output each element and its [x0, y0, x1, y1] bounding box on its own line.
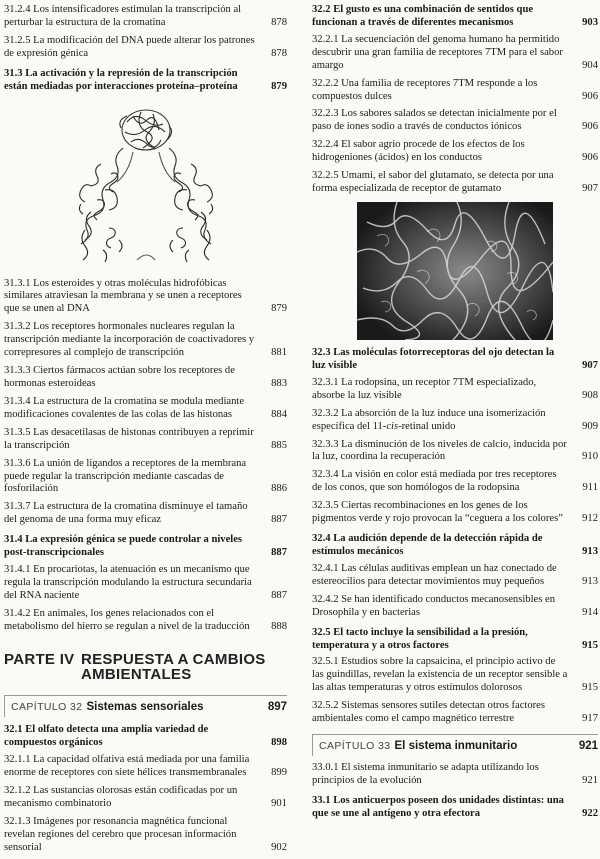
entry-title: 32.3.3 La disminución de los niveles de calcio, inducida por la luz, coordina la recuperación: [312, 438, 567, 463]
protein-structure-figure: [61, 100, 231, 272]
entry-title: 31.3.5 Las desacetilasas de histonas contribuyen a reprimir la transcripción: [4, 426, 254, 451]
section-page: 915: [582, 639, 598, 651]
entry-title: 32.1.2 Las sustancias olorosas están codificadas por un mecanismo combinatorio: [4, 784, 238, 809]
entry-page: 908: [582, 389, 598, 401]
entry-title: 32.1.1 La capacidad olfativa está mediada por una familia enorme de receptores con siete hélices transmembranales: [4, 754, 250, 778]
toc-entry[interactable]: [312, 78, 598, 104]
right-column: [312, 4, 598, 825]
entry-title: 32.1.3 Imágenes por resonancia magnética funcional revelan regiones del cerebro que procesan información sensorial: [4, 815, 237, 853]
chapter-heading[interactable]: [4, 695, 287, 717]
section-title: 32.4 La audición depende de la detección rápida de estímulos mecánicos: [312, 533, 543, 557]
entry-title: 31.3.1 Los esteroides y otras moléculas hidrofóbicas similares atraviesan la membrana y se unen a receptores que se unen al DNA: [4, 277, 242, 315]
entry-title: 32.3.1 La rodopsina, un receptor 7TM especializado, absorbe la luz visible: [312, 376, 537, 401]
right-subunit: [169, 148, 213, 262]
entry-title: 32.2.3 Los sabores salados se detectan inicialmente por el paso de iones sodio a través de conductos iónicos: [312, 108, 557, 133]
chapter-page: 921: [578, 740, 598, 753]
section-title: 32.3 Las moléculas fotorreceptoras del ojo detectan la luz visible: [312, 346, 555, 371]
entry-page: 906: [582, 121, 598, 133]
section-page: 887: [271, 547, 287, 559]
entry-page: 881: [271, 347, 287, 359]
entry-title-part: -retinal unido: [398, 420, 456, 432]
entry-page: 921: [582, 774, 598, 786]
entry-page: 912: [582, 513, 598, 525]
toc-entry[interactable]: [312, 170, 598, 196]
section-heading[interactable]: [312, 533, 598, 559]
entry-page: 915: [582, 682, 598, 694]
entry-title: 31.3.4 La estructura de la cromatina se modula mediante modificaciones covalentes de las colas de las histonas: [4, 395, 245, 420]
entry-title: 31.4.1 En procariotas, la atenuación es un mecanismo que regula la transcripción modulando la estructura secundaria del RNA naciente: [4, 564, 252, 601]
entry-title: 32.5.2 Sistemas sensores sutiles detectan otros factores ambientales como el campo magnético terrestre: [312, 700, 546, 725]
toc-entry[interactable]: [312, 408, 598, 434]
section-page: 879: [271, 80, 287, 92]
toc-entry[interactable]: [4, 427, 287, 453]
entry-title: [312, 408, 572, 434]
toc-entry[interactable]: [312, 656, 598, 695]
entry-title: 32.2.5 Umami, el sabor del glutamato, se detecta por una forma especializada de receptor de gutamato: [312, 170, 554, 195]
section-heading[interactable]: [312, 627, 598, 653]
entry-page: 883: [271, 377, 287, 389]
toc-entry[interactable]: [4, 4, 287, 30]
entry-page: 907: [582, 183, 598, 195]
entry-page: 901: [271, 797, 287, 809]
entry-title: 33.0.1 El sistema inmunitario se adapta utilizando los principios de la evolución: [312, 762, 539, 786]
chapter-heading[interactable]: [312, 734, 598, 756]
toc-entry[interactable]: [312, 139, 598, 165]
toc-entry[interactable]: [312, 762, 598, 788]
toc-entry[interactable]: [4, 608, 287, 634]
toc-entry[interactable]: [312, 108, 598, 134]
toc-entry[interactable]: [4, 278, 287, 317]
toc-entry[interactable]: [4, 396, 287, 422]
toc-entry[interactable]: [312, 700, 598, 726]
entry-title: 31.3.2 Los receptores hormonales nucleares regulan la transcripción mediante la incorporación de coactivadores y correpresores al complejo de transcripción: [4, 321, 255, 359]
entry-title: 31.3.6 La unión de ligandos a receptores de la membrana puede regular la transcripción mediante cascadas de fosforilación: [4, 457, 247, 495]
section-heading[interactable]: [312, 795, 598, 821]
toc-entry[interactable]: [4, 458, 287, 497]
section-page: 913: [582, 545, 598, 557]
entry-page: 887: [271, 589, 287, 601]
section-heading[interactable]: [4, 68, 287, 94]
entry-title: 31.2.4 Los intensificadores estimulan la transcripción al perturbar la estructura de la cromatina: [4, 4, 242, 28]
entry-page: 885: [271, 439, 287, 451]
toc-entry[interactable]: [312, 377, 598, 403]
toc-entry[interactable]: [312, 469, 598, 495]
left-subunit: [79, 148, 123, 262]
entry-page: 902: [271, 841, 287, 853]
entry-title-italic: cis: [386, 420, 399, 432]
section-heading[interactable]: [312, 4, 598, 30]
entry-title: 32.3.4 La visión en color está mediada por tres receptores de los conos, que son homólogos de la rodopsina: [312, 469, 557, 494]
section-heading[interactable]: [312, 347, 598, 373]
toc-entry[interactable]: [4, 365, 287, 391]
entry-page: 917: [582, 713, 598, 725]
section-title: 32.1 El olfato detecta una amplia variedad de compuestos orgánicos: [4, 724, 209, 749]
section-title: 31.4 La expresión génica se puede controlar a niveles post-transcripcionales: [4, 534, 243, 559]
section-title: 32.2 El gusto es una combinación de sentidos que funcionan a través de diferentes mecanismos: [312, 4, 534, 28]
part-title-line-2: AMBIENTALES: [81, 666, 192, 684]
part-title-line-1: RESPUESTA A CAMBIOS: [81, 650, 266, 668]
entry-page: 906: [582, 152, 598, 164]
entry-page: 910: [582, 451, 598, 463]
entry-title: 32.4.2 Se han identificado conductos mecanosensibles en Drosophila y en bacterias: [312, 593, 556, 618]
section-page: 922: [582, 807, 598, 819]
chapter-title: El sistema inmunitario: [394, 740, 518, 753]
entry-title: 32.2.2 Una familia de receptores 7TM responde a los compuestos dulces: [312, 77, 538, 102]
toc-entry[interactable]: [312, 439, 598, 465]
entry-title: 31.2.5 La modificación del DNA puede alterar los patrones de expresión génica: [4, 34, 255, 59]
entry-title: 32.4.1 Las células auditivas emplean un haz conectado de estereocilios para detectar movimientos muy pequeños: [312, 562, 557, 587]
entry-title: 31.3.7 La estructura de la cromatina disminuye el tamaño del genoma de una forma muy eficaz: [4, 501, 248, 526]
toc-entry[interactable]: [312, 34, 598, 73]
entry-page: 909: [582, 420, 598, 432]
toc-entry[interactable]: [4, 501, 287, 527]
section-page: 903: [582, 16, 598, 28]
toc-entry[interactable]: [4, 754, 287, 780]
entry-title-part: 32.3.2 La absorción de la luz induce una isomerización específica del 11-: [312, 407, 546, 432]
part-title: [81, 652, 266, 684]
part-heading: [4, 652, 287, 684]
toc-entry[interactable]: [4, 321, 287, 360]
entry-title: 31.4.2 En animales, los genes relacionados con el metabolismo del hierro se regulan a nivel de la traducción: [4, 607, 250, 632]
entry-page: 878: [271, 16, 287, 28]
entry-page: 906: [582, 90, 598, 102]
chapter-label: CAPÍTULO 32: [11, 701, 83, 714]
chapter-page: 897: [267, 701, 287, 714]
section-heading[interactable]: [4, 724, 287, 750]
entry-title: 31.3.3 Ciertos fármacos actúan sobre los receptores de hormonas esteroideas: [4, 365, 235, 389]
toc-entry[interactable]: [312, 594, 598, 620]
entry-page: 879: [271, 303, 287, 315]
toc-entry[interactable]: [312, 563, 598, 589]
entry-page: 887: [271, 514, 287, 526]
toc-entry[interactable]: [312, 500, 598, 526]
entry-page: 888: [271, 620, 287, 632]
entry-page: 886: [271, 483, 287, 495]
entry-page: 913: [582, 575, 598, 587]
entry-page: 878: [271, 47, 287, 59]
entry-page: 914: [582, 606, 598, 618]
section-page: 898: [271, 737, 287, 749]
dna-blob: [119, 110, 171, 150]
entry-page: 904: [582, 59, 598, 71]
toc-entry[interactable]: [4, 785, 287, 811]
entry-page: 899: [271, 766, 287, 778]
entry-title: 32.2.1 La secuenciación del genoma humano ha permitido descubrir una gran familia de receptores 7TM para el sabor amargo: [312, 33, 563, 71]
taste-papillae-micrograph: [357, 202, 553, 340]
section-page: 907: [582, 359, 598, 371]
chapter-label: CAPÍTULO 33: [319, 740, 391, 753]
chapter-title: Sistemas sensoriales: [86, 701, 204, 714]
toc-entry[interactable]: [4, 564, 287, 603]
entry-page: 884: [271, 408, 287, 420]
section-title: 33.1 Los anticuerpos poseen dos unidades distintas: una que se une al antígeno y otra efectora: [312, 794, 564, 819]
entry-title: 32.2.4 El sabor agrio procede de los efectos de los hidrogeniones (ácidos) en los conductos: [312, 139, 525, 164]
section-heading[interactable]: [4, 534, 287, 560]
section-title: 32.5 El tacto incluye la sensibilidad a la presión, temperatura y a otros factores: [312, 626, 528, 651]
entry-page: 911: [582, 482, 598, 494]
entry-title: 32.3.5 Ciertas recombinaciones en los genes de los pigmentos verde y rojo provocan la “ceguera a los colores”: [312, 500, 563, 525]
part-label: PARTE IV: [4, 650, 75, 668]
left-column: [4, 4, 287, 859]
toc-entry[interactable]: [4, 35, 287, 61]
entry-title: 32.5.1 Estudios sobre la capsaicina, el principio activo de las guindillas, revelan la existencia de un receptor sensible a las altas temperaturas y otros estímulos dolorosos: [312, 656, 568, 694]
section-title: 31.3 La activación y la represión de la transcripción están mediadas por interacciones proteína–proteína: [4, 67, 238, 92]
